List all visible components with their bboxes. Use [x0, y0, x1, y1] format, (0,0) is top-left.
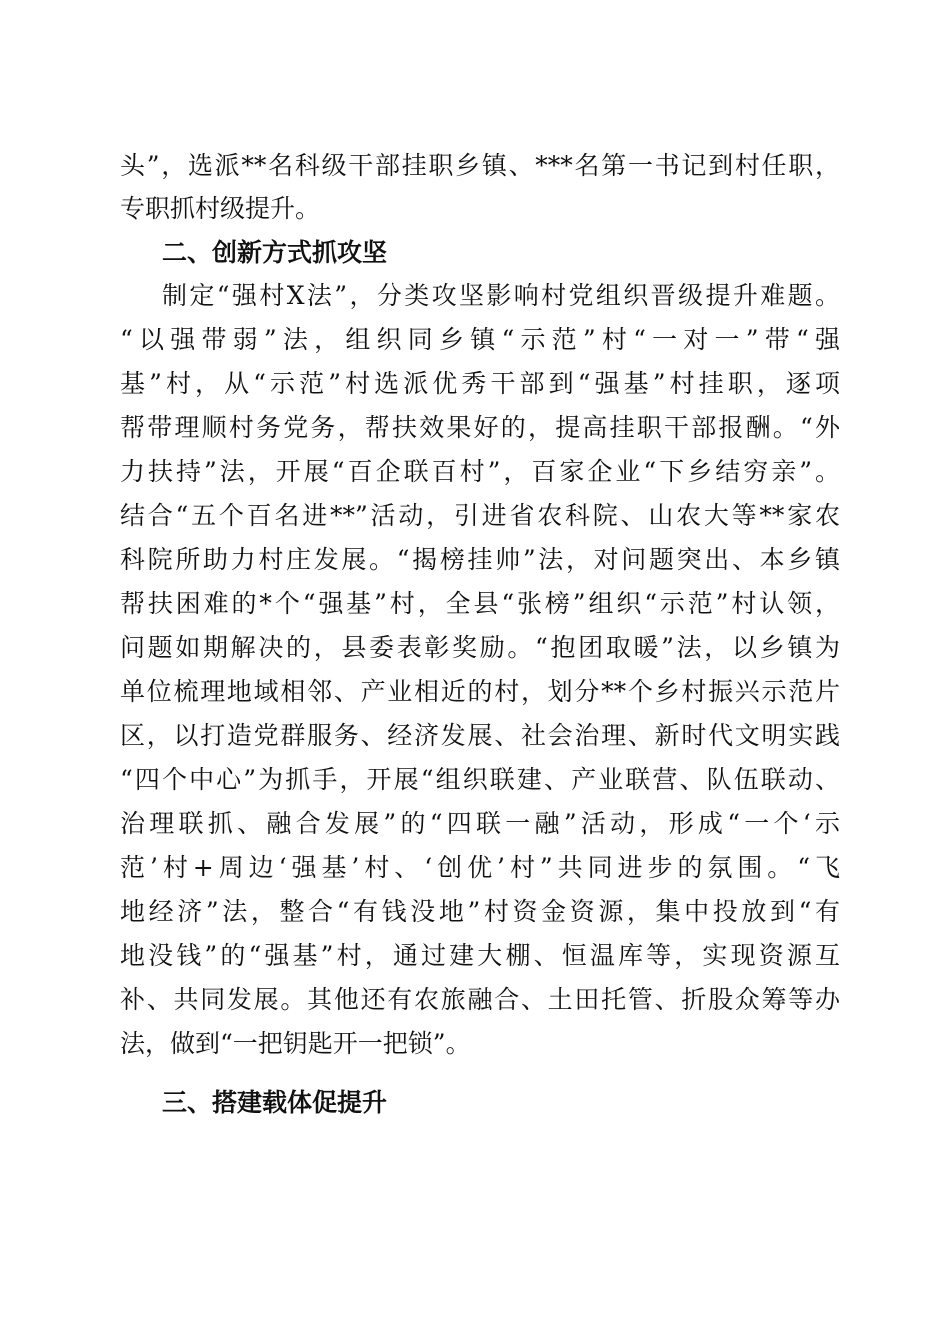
paragraph-line: 帮带理顺村务党务，帮扶效果好的，提高挂职干部报酬。“外 [120, 413, 840, 442]
paragraph-line: 单位梳理地域相邻、产业相近的村，划分**个乡村振兴示范片 [120, 677, 840, 706]
paragraph-line: 法，做到“一把钥匙开一把锁”。 [120, 1029, 471, 1058]
paragraph-line: 力扶持”法，开展“百企联百村”，百家企业“下乡结穷亲”。 [120, 457, 840, 486]
paragraph-line: 问题如期解决的，县委表彰奖励。“抱团取暖”法，以乡镇为 [120, 633, 840, 662]
paragraph-line: 帮扶困难的*个“强基”村，全县“张榜”组织“示范”村认领， [120, 589, 840, 618]
paragraph-line: “以强带弱”法，组织同乡镇“示范”村“一对一”带“强 [120, 325, 840, 354]
paragraph-line: 科院所助力村庄发展。“揭榜挂帅”法，对问题突出、本乡镇 [120, 545, 840, 574]
paragraph-line: 结合“五个百名进**”活动，引进省农科院、山农大等**家农 [120, 501, 840, 530]
paragraph-line: 地没钱”的“强基”村，通过建大棚、恒温库等，实现资源互 [120, 941, 840, 970]
paragraph-line: 制定“强村X法”，分类攻坚影响村党组织晋级提升难题。 [162, 281, 840, 310]
paragraph-line: 专职抓村级提升。 [120, 194, 321, 223]
paragraph-line: 头”，选派**名科级干部挂职乡镇、***名第一书记到村任职， [120, 151, 840, 180]
paragraph-line: “四个中心”为抓手，开展“组织联建、产业联营、队伍联动、 [120, 765, 840, 794]
section-heading-3: 三、搭建载体促提升 [162, 1088, 388, 1117]
paragraph-line: 补、共同发展。其他还有农旅融合、土田托管、折股众筹等办 [120, 985, 840, 1014]
paragraph-line: 范’村+周边‘强基’村、‘创优’村”共同进步的氛围。“飞 [120, 853, 840, 882]
paragraph-line: 基”村，从“示范”村选派优秀干部到“强基”村挂职，逐项 [120, 369, 840, 398]
section-heading-2: 二、创新方式抓攻坚 [162, 238, 388, 267]
paragraph-line: 治理联抓、融合发展”的“四联一融”活动，形成“一个‘示 [120, 809, 840, 838]
paragraph-line: 地经济”法，整合“有钱没地”村资金资源，集中投放到“有 [120, 897, 840, 926]
paragraph-line: 区，以打造党群服务、经济发展、社会治理、新时代文明实践 [120, 721, 840, 750]
